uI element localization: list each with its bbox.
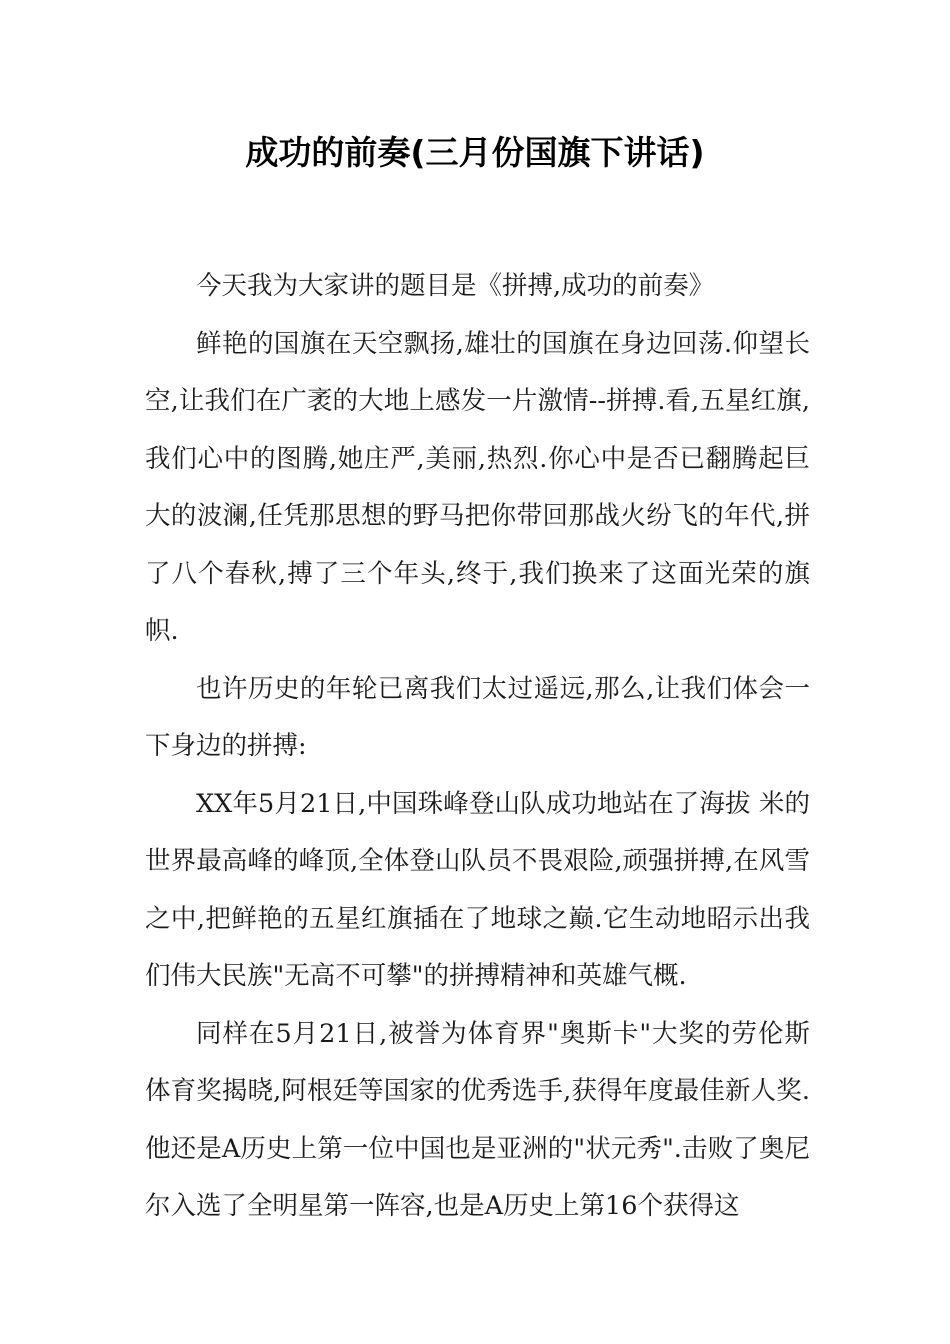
paragraph-flag: 鲜艳的国旗在天空飘扬,雄壮的国旗在身边回荡.仰望长空,让我们在广袤的大地上感发一片激情--拼搏.看,五星红旗,我们心中的图腾,她庄严,美丽,热烈.你心中是否已翻腾起巨大的波澜,任凭那思想的野马把你带回那战火纷飞的年代,拼了八个春秋,搏了三个年头,终于,我们换来了这面光荣的旗帜.: [145, 328, 810, 646]
document-title: 成功的前奏(三月份国旗下讲话): [245, 133, 705, 172]
paragraph-laureus: 同样在5月21日,被誉为体育界"奥斯卡"大奖的劳伦斯体育奖揭晓,阿根廷等国家的优秀选手,获得年度最佳新人奖.他还是A历史上第一位中国也是亚洲的"状元秀".击败了奥尼尔入选了全明星第一阵容,也是A历史上第16个获得这: [145, 1018, 810, 1221]
paragraph-everest: XX年5月21日,中国珠峰登山队成功地站在了海拔 米的世界最高峰的峰顶,全体登山队员不畏艰险,顽强拼搏,在风雪之中,把鲜艳的五星红旗插在了地球之巅.它生动地昭示出我们伟大民族"无高不可攀"的拼搏精神和英雄气概.: [145, 788, 810, 991]
paragraph-history: 也许历史的年轮已离我们太过遥远,那么,让我们体会一下身边的拼搏:: [145, 673, 810, 761]
document-body: [145, 258, 810, 1236]
paragraph-topic: 今天我为大家讲的题目是《拼搏,成功的前奏》: [196, 271, 715, 301]
